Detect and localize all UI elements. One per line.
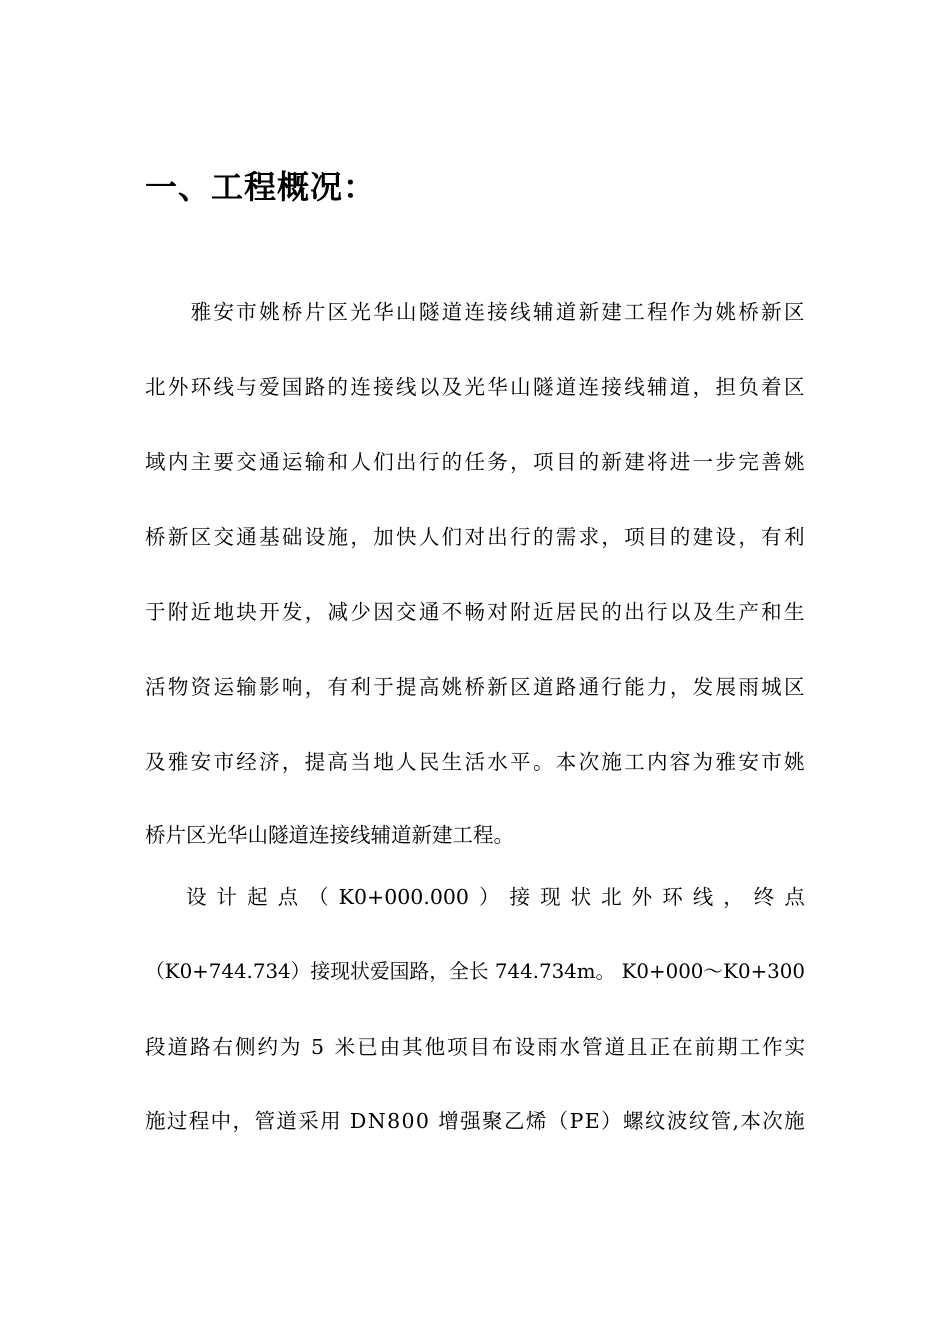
- word: ）: [479, 885, 500, 909]
- word: 计: [216, 885, 238, 909]
- paragraph-line: 桥新区交通基础设施，加快人们对出行的需求，项目的建设，有利: [145, 525, 807, 549]
- paragraph-line: 域内主要交通运输和人们出行的任务，项目的新建将进一步完善姚: [145, 450, 807, 474]
- word: 状: [570, 885, 592, 909]
- word: 设: [145, 885, 207, 909]
- word: 现: [540, 885, 561, 909]
- paragraph-line: 于附近地块开发，减少因交通不畅对附近居民的出行以及生产和生: [145, 600, 807, 624]
- paragraph-line: 活物资运输影响，有利于提高姚桥新区道路通行能力，发展雨城区: [145, 675, 807, 699]
- word: 点: [784, 885, 805, 909]
- word: 环: [662, 885, 683, 909]
- word: （: [308, 885, 329, 909]
- paragraph-line-justified: [145, 882, 805, 912]
- paragraph-line: （K0+744.734）接现状爱国路，全长 744.734m。 K0+000～K0+300: [145, 960, 805, 983]
- paragraph-line: 段道路右侧约为 5 米已由其他项目布设雨水管道且正在前期工作实: [145, 1035, 808, 1059]
- paragraph-line: 及雅安市经济，提高当地人民生活水平。本次施工内容为雅安市姚: [145, 750, 807, 774]
- word: 终: [753, 885, 775, 909]
- paragraph-line: 雅安市姚桥片区光华山隧道连接线辅道新建工程作为姚桥新区: [145, 300, 807, 324]
- paragraph-line: 施过程中，管道采用 DN800 增强聚乙烯（PE）螺纹波纹管,本次施: [145, 1109, 807, 1133]
- word: ，: [723, 885, 744, 909]
- word: 外: [631, 885, 653, 909]
- word: 接: [509, 885, 531, 909]
- word: 北: [601, 885, 622, 909]
- word: 点: [277, 885, 299, 909]
- word: 线: [692, 885, 714, 909]
- paragraph-line: 北外环线与爱国路的连接线以及光华山隧道连接线辅道，担负着区: [145, 375, 807, 399]
- section-heading: 一、工程概况：: [145, 168, 377, 206]
- paragraph-line: 桥片区光华山隧道连接线辅道新建工程。: [145, 823, 514, 847]
- word: K0+000.000: [338, 885, 469, 909]
- word: 起: [247, 885, 268, 909]
